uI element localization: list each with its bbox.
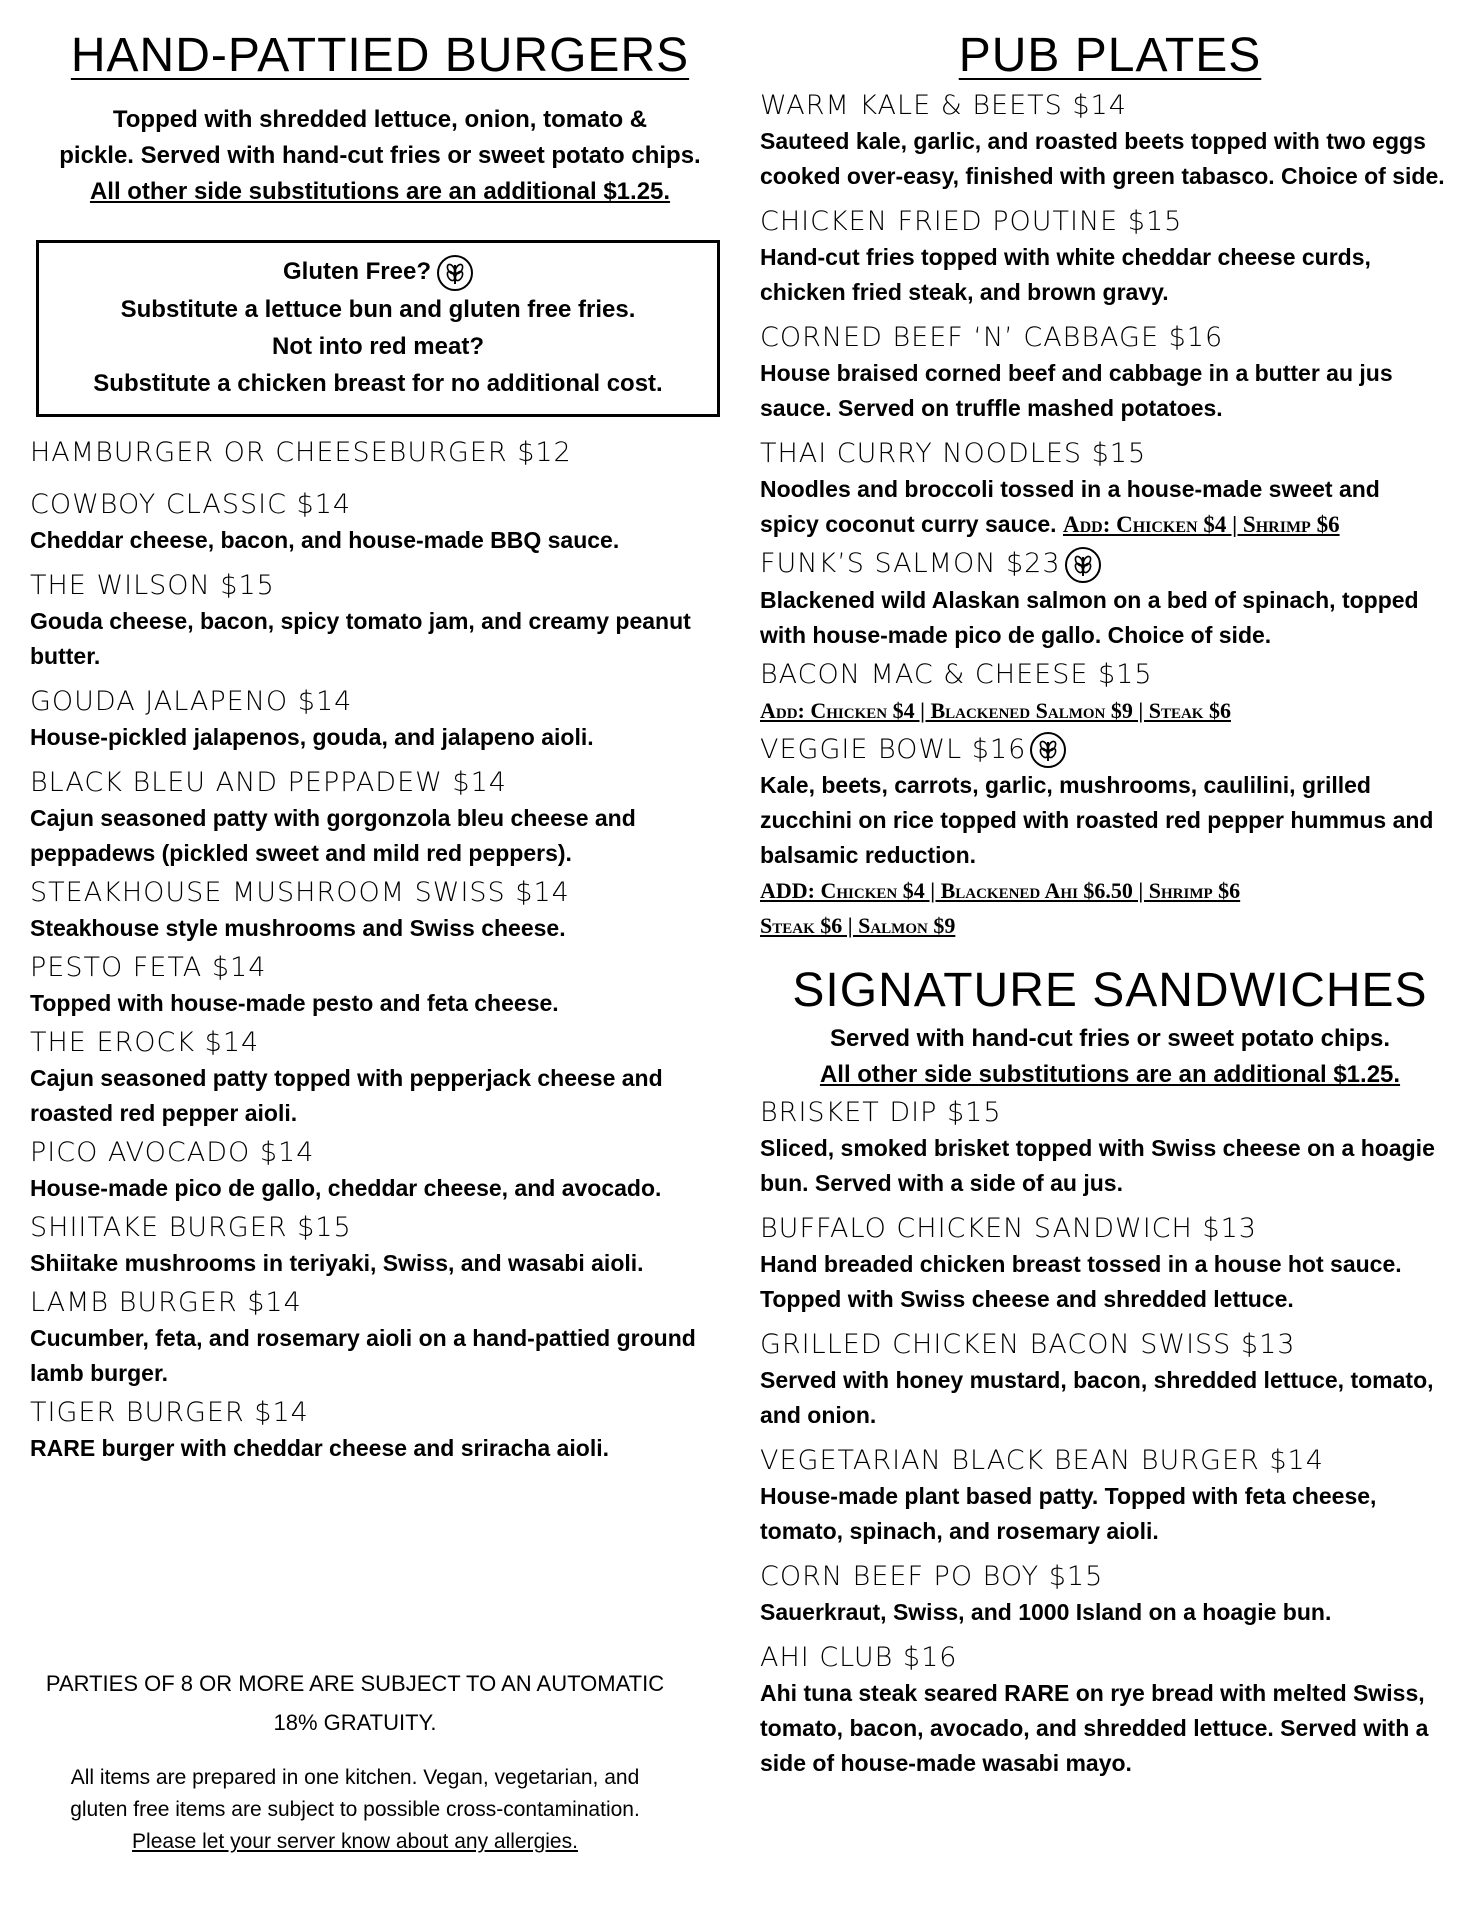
wheat-icon: [437, 255, 473, 291]
menu-item: [760, 732, 1460, 944]
item-description: Sauteed kale, garlic, and roasted beets topped with two eggs cooked over-easy, finished with green tabasco. Choice of side.: [760, 128, 1445, 189]
item-description-end: spicy coconut curry sauce.: [760, 511, 1057, 537]
item-description: Noodles and broccoli tossed in a house-made sweet and: [760, 476, 1380, 502]
menu-item: [30, 1210, 730, 1281]
item-addon: Steak $6 | Salmon $9: [760, 913, 956, 938]
item-name: BRISKET DIP $15: [760, 1097, 1002, 1128]
item-description: House braised corned beef and cabbage in a butter au jus sauce. Served on truffle mashed potatoes.: [760, 360, 1393, 421]
gratuity-notice: [30, 1664, 680, 1742]
menu-item: [30, 1135, 730, 1206]
kitchen-line1: All items are prepared in one kitchen. Vegan, vegetarian, and: [70, 1766, 640, 1789]
item-description: Cajun seasoned patty with gorgonzola bleu cheese and peppadews (pickled sweet and mild red peppers).: [30, 804, 636, 866]
menu-item: [30, 1285, 730, 1391]
item-description: RARE burger with cheddar cheese and sriracha aioli.: [30, 1434, 610, 1461]
item-name: BACON MAC & CHEESE $15: [760, 658, 1153, 690]
menu-item: [760, 1443, 1460, 1549]
item-name: BLACK BLEU AND PEPPADEW $14: [30, 766, 507, 798]
item-name: AHI CLUB $16: [760, 1642, 958, 1673]
item-name: SHIITAKE BURGER $15: [30, 1211, 352, 1243]
item-name: WARM KALE & BEETS $14: [760, 90, 1127, 121]
burgers-column: [30, 0, 730, 1853]
menu-item: [760, 546, 1460, 653]
wheat-icon: [1065, 547, 1101, 583]
menu-item: [30, 950, 730, 1021]
item-name: THE EROCK $14: [30, 1026, 260, 1058]
gluten-free-substitution: Substitute a lettuce bun and gluten free fries.: [120, 295, 636, 323]
menu-item: [30, 684, 730, 755]
item-description: Sauerkraut, Swiss, and 1000 Island on a hoagie bun.: [760, 1599, 1332, 1625]
item-name: CORN BEEF PO BOY $15: [760, 1561, 1104, 1592]
item-name: BUFFALO CHICKEN SANDWICH $13: [760, 1213, 1257, 1244]
item-description: Hand breaded chicken breast tossed in a house hot sauce. Topped with Swiss cheese and shredded lettuce.: [760, 1251, 1402, 1312]
item-description: Cheddar cheese, bacon, and house-made BBQ sauce.: [30, 526, 620, 553]
item-addon: Add: Chicken $4 | Blackened Salmon $9 | Steak $6: [760, 697, 1231, 723]
wheat-icon: [1030, 732, 1066, 768]
item-name: VEGETARIAN BLACK BEAN BURGER $14: [760, 1445, 1324, 1476]
item-name: GRILLED CHICKEN BACON SWISS $13: [760, 1329, 1296, 1360]
item-addon: ADD: Chicken $4 | Blackened Ahi $6.50 | Shrimp $6: [760, 878, 1241, 903]
menu-item: [30, 765, 730, 871]
gluten-free-box: [36, 240, 720, 417]
item-description: Ahi tuna steak seared RARE on rye bread with melted Swiss, tomato, bacon, avocado, and shredded lettuce. Served with a side of house-made wasabi mayo.: [760, 1680, 1429, 1776]
menu-item: [760, 657, 1460, 728]
menu-item: [30, 568, 730, 674]
item-description: House-made pico de gallo, cheddar cheese, and avocado.: [30, 1174, 662, 1201]
item-name: TIGER BURGER $14: [30, 1396, 309, 1428]
menu-item: [30, 1395, 730, 1466]
item-name: CORNED BEEF ‘N’ CABBAGE $16: [760, 322, 1224, 353]
pub-plates-heading: PUB PLATES: [958, 29, 1262, 82]
menu-item: [760, 1327, 1460, 1433]
menu-item: [760, 1211, 1460, 1317]
sandwiches-side-substitution-note: All other side substitutions are an additional $1.25.: [819, 1061, 1401, 1088]
burgers-intro-line2: pickle. Served with hand-cut fries or sweet potato chips.: [59, 142, 701, 169]
item-description: Sliced, smoked brisket topped with Swiss cheese on a hoagie bun. Served with a side of au jus.: [760, 1135, 1435, 1196]
item-name: GOUDA JALAPENO $14: [30, 685, 353, 717]
burgers-side-substitution-note: All other side substitutions are an additional $1.25.: [89, 178, 671, 205]
item-description: House-made plant based patty. Topped with feta cheese, tomato, spinach, and rosemary aioli.: [760, 1483, 1377, 1544]
item-description: Served with honey mustard, bacon, shredded lettuce, tomato, and onion.: [760, 1367, 1434, 1428]
item-name: PICO AVOCADO $14: [30, 1136, 315, 1168]
item-name: PESTO FETA $14: [30, 951, 267, 983]
item-name-row: [760, 732, 1460, 769]
item-description-line2: [760, 507, 1460, 542]
item-description: Kale, beets, carrots, garlic, mushrooms, caulilini, grilled zucchini on rice topped with roasted red pepper hummus and balsamic reduction.: [760, 772, 1434, 868]
menu-item: [760, 436, 1460, 542]
kitchen-line2: gluten free items are subject to possible cross-contamination.: [70, 1798, 640, 1821]
item-description: Blackened wild Alaskan salmon on a bed of spinach, topped with house-made pico de gallo. Choice of side.: [760, 586, 1419, 648]
item-name: LAMB BURGER $14: [30, 1286, 302, 1318]
item-name: THAI CURRY NOODLES $15: [760, 438, 1147, 469]
menu-item: [760, 1095, 1460, 1201]
right-column: [760, 0, 1460, 1781]
item-name: FUNK’S SALMON $23: [760, 548, 1061, 579]
gratuity-line1: PARTIES OF 8 OR MORE ARE SUBJECT TO AN AUTOMATIC: [45, 1671, 665, 1696]
item-description: House-pickled jalapenos, gouda, and jalapeno aioli.: [30, 723, 594, 750]
burgers-heading: HAND-PATTIED BURGERS: [70, 29, 690, 82]
item-addon: Add: Chicken $4 | Shrimp $6: [1062, 512, 1340, 537]
gluten-free-question: Gluten Free?: [282, 258, 432, 285]
item-description: Steakhouse style mushrooms and Swiss cheese.: [30, 914, 566, 941]
menu-item: [30, 875, 730, 946]
gratuity-line2: 18% GRATUITY.: [273, 1710, 437, 1735]
item-name: THE WILSON $15: [30, 569, 275, 601]
item-name: CHICKEN FRIED POUTINE $15: [760, 206, 1183, 237]
item-description: Hand-cut fries topped with white cheddar cheese curds, chicken fried steak, and brown gravy.: [760, 244, 1371, 305]
item-description: Topped with house-made pesto and feta cheese.: [30, 989, 559, 1016]
allergy-line: Please let your server know about any allergies.: [132, 1830, 578, 1853]
menu-item: [30, 435, 730, 471]
sandwiches-intro-line1: Served with hand-cut fries or sweet potato chips.: [829, 1025, 1391, 1052]
item-name: HAMBURGER OR CHEESEBURGER $12: [30, 436, 572, 468]
item-description: Cajun seasoned patty topped with pepperjack cheese and roasted red pepper aioli.: [30, 1064, 663, 1126]
item-name: VEGGIE BOWL $16: [760, 733, 1027, 765]
kitchen-notice: [30, 1762, 680, 1858]
menu-item: [760, 204, 1460, 310]
item-description: Cucumber, feta, and rosemary aioli on a hand-pattied ground lamb burger.: [30, 1324, 696, 1386]
item-name-row: [760, 546, 1460, 583]
sandwiches-heading: SIGNATURE SANDWICHES: [792, 964, 1428, 1017]
menu-item: [30, 1025, 730, 1131]
menu-item: [760, 88, 1460, 194]
item-description: Shiitake mushrooms in teriyaki, Swiss, and wasabi aioli.: [30, 1249, 644, 1276]
burgers-intro-line1: Topped with shredded lettuce, onion, tomato &: [112, 106, 648, 133]
menu-item: [760, 1640, 1460, 1781]
menu-item: [760, 1559, 1460, 1630]
item-name: COWBOY CLASSIC $14: [30, 488, 352, 520]
menu-item: [760, 320, 1460, 426]
item-description: Gouda cheese, bacon, spicy tomato jam, and creamy peanut butter.: [30, 607, 691, 669]
item-name: STEAKHOUSE MUSHROOM SWISS $14: [30, 876, 570, 908]
chicken-substitution: Substitute a chicken breast for no additional cost.: [93, 369, 663, 397]
menu-item: [30, 487, 730, 558]
red-meat-question: Not into red meat?: [271, 332, 484, 360]
